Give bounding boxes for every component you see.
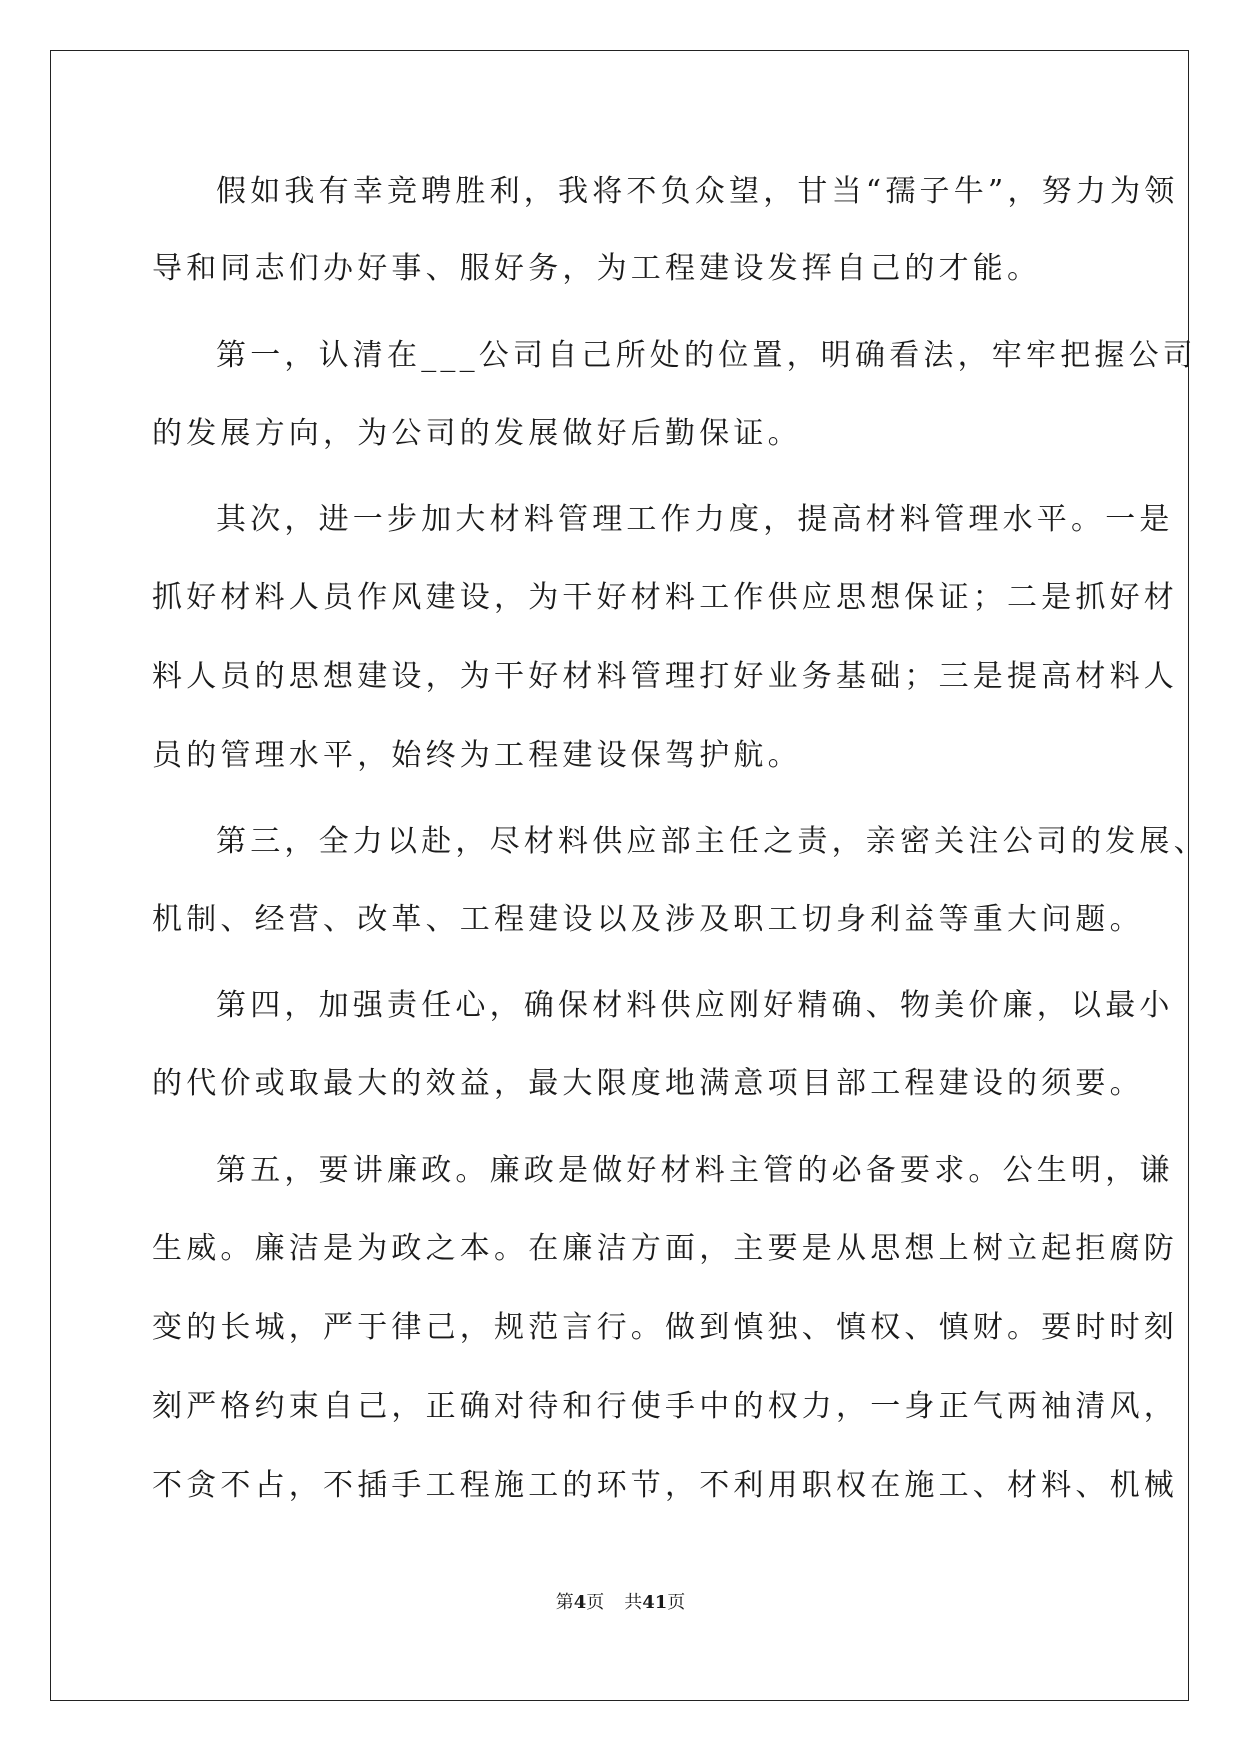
paragraph-line: 第四，加强责任心，确保材料供应刚好精确、物美价廉，以最小: [216, 988, 1174, 1023]
paragraph-line: 员的管理水平，始终为工程建设保驾护航。: [152, 738, 802, 773]
paragraph-line: 刻严格约束自己，正确对待和行使手中的权力，一身正气两袖清风，: [152, 1389, 1178, 1424]
page-suffix: 页: [586, 1592, 605, 1613]
paragraph-line: 机制、经营、改革、工程建设以及涉及职工切身利益等重大问题。: [152, 902, 1144, 937]
paragraph-line: 料人员的思想建设，为干好材料管理打好业务基础；三是提高材料人: [152, 659, 1178, 694]
paragraph-line: 抓好材料人员作风建设，为干好材料工作供应思想保证；二是抓好材: [152, 580, 1178, 615]
page-prefix: 第: [555, 1592, 574, 1613]
paragraph-line: 的发展方向，为公司的发展做好后勤保证。: [152, 416, 802, 451]
paragraph-line: 假如我有幸竞聘胜利，我将不负众望，甘当“孺子牛”，努力为领: [216, 174, 1179, 209]
paragraph-line: 导和同志们办好事、服好务，为工程建设发挥自己的才能。: [152, 251, 1042, 286]
total-suffix: 页: [667, 1592, 686, 1613]
paragraph-line: 不贪不占，不插手工程施工的环节，不利用职权在施工、材料、机械: [152, 1468, 1178, 1503]
paragraph-line: 的代价或取最大的效益，最大限度地满意项目部工程建设的须要。: [152, 1066, 1144, 1101]
page-footer: [0, 1591, 1241, 1615]
paragraph-line: 其次，进一步加大材料管理工作力度，提高材料管理水平。一是: [216, 502, 1174, 537]
paragraph-line: 第三，全力以赴，尽材料供应部主任之责，亲密关注公司的发展、: [216, 824, 1208, 859]
paragraph-line: 第五，要讲廉政。廉政是做好材料主管的必备要求。公生明，谦: [216, 1153, 1174, 1188]
paragraph-line: 变的长城，严于律己，规范言行。做到慎独、慎权、慎财。要时时刻: [152, 1310, 1178, 1345]
page-border: [50, 50, 1189, 1701]
total-pages: 41: [642, 1592, 668, 1613]
page-number: 4: [573, 1592, 587, 1613]
total-prefix: 共: [624, 1592, 643, 1613]
paragraph-line: 第一，认清在___公司自己所处的位置，明确看法，牢牢把握公司: [216, 338, 1197, 373]
paragraph-line: 生威。廉洁是为政之本。在廉洁方面，主要是从思想上树立起拒腐防: [152, 1231, 1178, 1266]
